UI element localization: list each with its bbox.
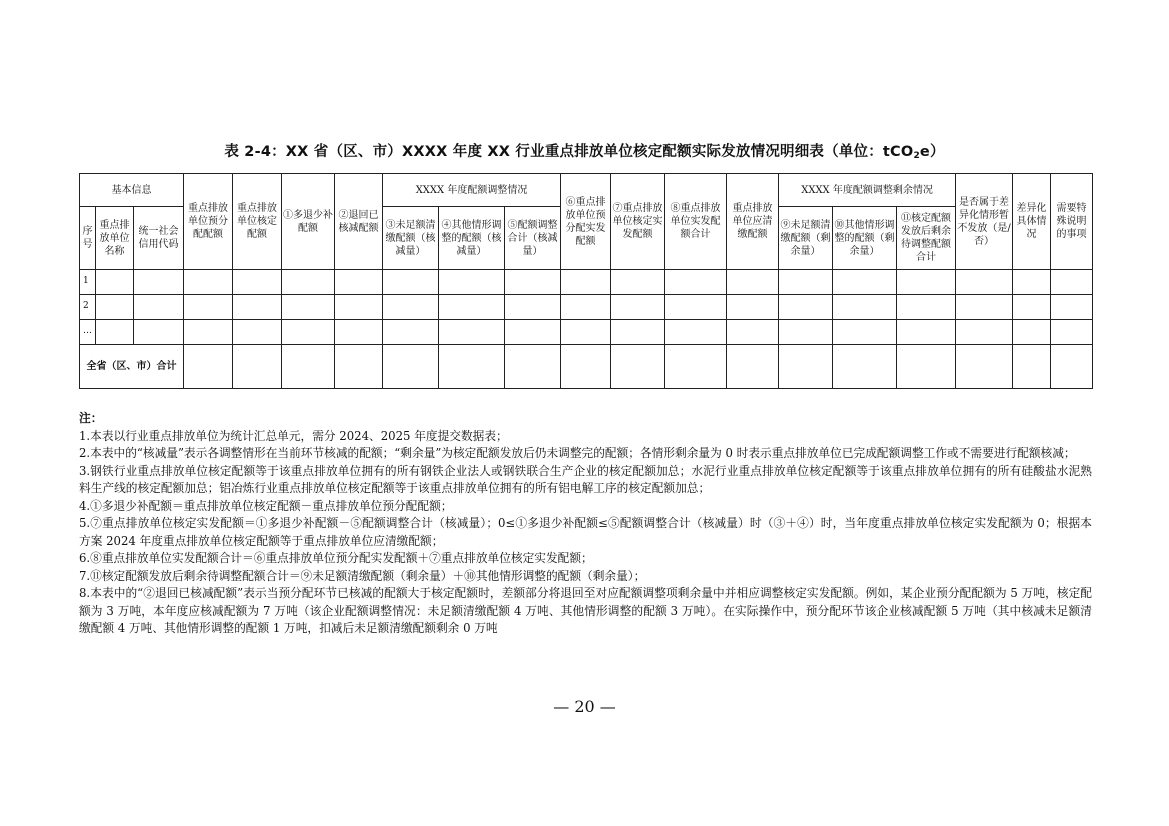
total-row xyxy=(80,345,1093,389)
row-number: 2 xyxy=(80,295,96,320)
header-special: 需要特殊说明的事项 xyxy=(1051,174,1093,270)
header-pre-alloc: 重点排放单位预分配配额 xyxy=(184,174,233,270)
allocation-table xyxy=(79,173,1093,389)
row-number: … xyxy=(80,320,96,345)
group-remain: XXXX 年度配额调整剩余情况 xyxy=(779,174,956,207)
table-title xyxy=(0,140,1169,161)
note-item: 5.⑦重点排放单位核定实发配额＝①多退少补配额－⑤配额调整合计（核减量）；0≤①多退少补配额≤⑤配额调整合计（核减量）时（③＋④）时，当年度重点排放单位核定实发配额为 0；根据本方案 2024 年度重点排放单位核定配额等于重点排放单位应清缴配额； xyxy=(79,516,1092,548)
header-c3: ③未足额清缴配额（核减量） xyxy=(383,207,439,270)
header-c9: ⑨未足额清缴配额（剩余量） xyxy=(779,207,833,270)
header-c5: ⑤配额调整合计（核减量） xyxy=(505,207,561,270)
notes-heading: 注： xyxy=(79,411,103,425)
table-row xyxy=(80,295,1093,320)
note-item: 3.钢铁行业重点排放单位核定配额等于该重点排放单位拥有的所有钢铁企业法人或钢铁联合生产企业的核定配额加总；水泥行业重点排放单位核定配额等于该重点排放单位拥有的所有硅酸盐水泥熟料生产线的核定配额加总；铝冶炼行业重点排放单位核定配额等于该重点排放单位拥有的所有铝电解工序的核定配额加总； xyxy=(79,463,1092,495)
header-unit-name: 重点排放单位名称 xyxy=(96,207,134,270)
header-credit-code: 统一社会信用代码 xyxy=(134,207,184,270)
title-text: 表 2-4：XX 省（区、市）XXXX 年度 XX 行业重点排放单位核定配额实际发放情况明细表（单位：tCO xyxy=(224,144,914,160)
header-seq: 序号 xyxy=(80,207,96,270)
group-basic-info: 基本信息 xyxy=(80,174,184,207)
note-item: 4.①多退少补配额＝重点排放单位核定配额－重点排放单位预分配配额； xyxy=(79,498,453,513)
header-c7: ⑦重点排放单位核定实发配额 xyxy=(611,174,665,270)
header-refund-less: ①多退少补配额 xyxy=(282,174,335,270)
header-c11: ⑪核定配额发放后剩余待调整配额合计 xyxy=(897,207,956,270)
title-subscript: 2 xyxy=(913,151,920,161)
group-adjust: XXXX 年度配额调整情况 xyxy=(383,174,561,207)
note-item: 6.⑧重点排放单位实发配额合计＝⑥重点排放单位预分配实发配额＋⑦重点排放单位核定实发配额； xyxy=(79,551,593,565)
header-returned: ②退回已核减配额 xyxy=(335,174,383,270)
header-differentiated: 是否属于差异化情形暂不发放（是/否） xyxy=(956,174,1013,270)
header-diff-detail: 差异化具体情况 xyxy=(1013,174,1051,270)
table-row xyxy=(80,320,1093,345)
note-item: 8.本表中的“②退回已核减配额”表示当预分配环节已核减的配额大于核定配额时，差额部分将退回至对应配额调整项剩余量中并相应调整核定实发配额。例如，某企业预分配配额为 5 万吨，核定配额为 3 万吨，本年度应核减配额为 7 万吨（该企业配额调整情况：未足额清缴配额 4 万吨、其他情形调整的配额 3 万吨）。在实际操作中，预分配环节该企业核减配额 5 万吨（其中核减未足额清缴配额 4 万吨、其他情形调整的配额 1 万吨，扣减后未足额清缴配额剩余 0 万吨 xyxy=(79,586,1092,635)
total-label: 全省（区、市）合计 xyxy=(80,345,184,389)
row-number: 1 xyxy=(80,270,96,295)
notes-section xyxy=(79,410,1092,638)
header-c8: ⑧重点排放单位实发配额合计 xyxy=(665,174,727,270)
note-item: 1.本表以行业重点排放单位为统计汇总单元，需分 2024、2025 年度提交数据表； xyxy=(79,428,508,443)
header-c10: ⑩其他情形调整的配额（剩余量） xyxy=(833,207,897,270)
header-verified: 重点排放单位核定配额 xyxy=(233,174,282,270)
note-item: 7.⑪核定配额发放后剩余待调整配额合计＝⑨未足额清缴配额（剩余量）＋⑩其他情形调整的配额（剩余量）； xyxy=(79,568,646,583)
page-number: — 20 — xyxy=(553,697,616,716)
title-tail: e） xyxy=(919,144,945,160)
note-item: 2.本表中的“核减量”表示各调整情形在当前环节核减的配额；“剩余量”为核定配额发放后仍未调整完的配额；各情形剩余量为 0 时表示重点排放单位已完成配额调整工作或不需要进行配额核减； xyxy=(79,446,1076,460)
header-c4: ④其他情形调整的配额（核减量） xyxy=(439,207,505,270)
header-should-clear: 重点排放单位应清缴配额 xyxy=(727,174,779,270)
header-c6: ⑥重点排放单位预分配实发配额 xyxy=(561,174,611,270)
table-row xyxy=(80,270,1093,295)
